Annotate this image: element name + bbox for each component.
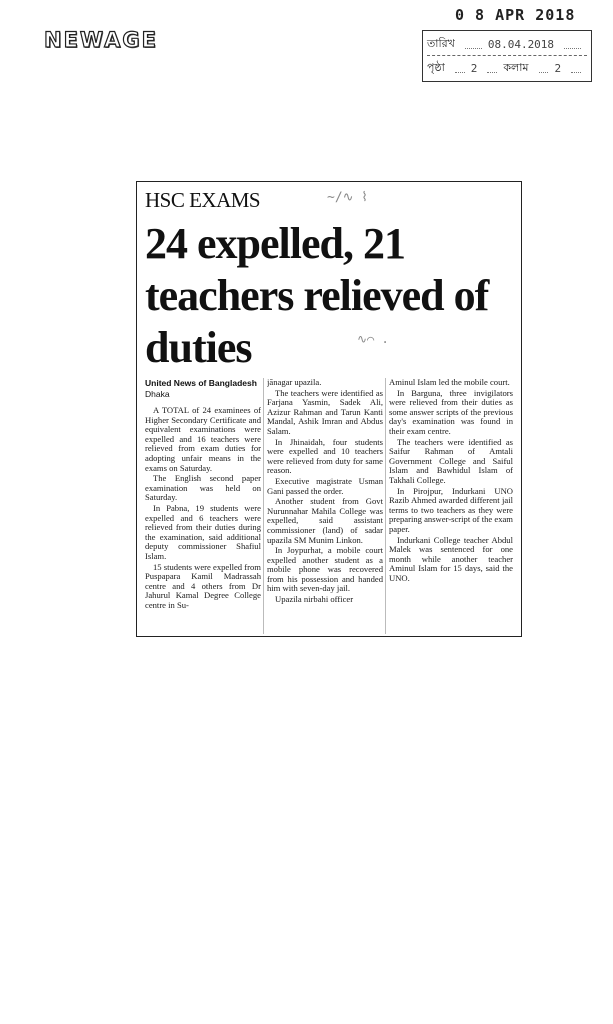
stamp-dotted-line	[465, 39, 482, 49]
article-byline: United News of Bangladesh	[145, 378, 257, 388]
stamp-dotted-line	[564, 39, 581, 49]
paragraph: In Pabna, 19 students were expelled and 6 teachers were relieved from their duties during the examination, said additional deputy commissioner Shafiul Islam.	[145, 502, 261, 561]
paragraph: Upazila nirbahi officer	[275, 594, 354, 605]
stamp-date-value: 08.04.2018	[487, 37, 555, 51]
stamp-date-label: তারিখ	[427, 36, 455, 50]
stamp-dotted-line	[487, 63, 497, 73]
stamp-row-page	[427, 57, 587, 79]
article-headline: 24 expelled, 21 teachers relieved of duties	[145, 219, 489, 372]
section-label: HSC EXAMS	[145, 188, 261, 212]
stamp-page-label: পৃষ্ঠা	[427, 60, 445, 74]
article-column-3	[389, 378, 513, 634]
paragraph: The English second paper examination was held on Saturday.	[145, 473, 261, 503]
newspaper-masthead: NEWAGE	[44, 28, 158, 52]
stamp-column-value: 2	[554, 61, 562, 75]
paragraph: 15 students were expelled from Puspapara Kamil Madrassah centre and 4 others from Dr Jahurul Kamal Degree College centre in Su-	[145, 561, 261, 610]
newspaper-clipping	[136, 181, 522, 637]
article-column-1	[145, 406, 261, 634]
pen-scribble-icon: ~∕∿ ⌇	[327, 190, 368, 205]
stamp-dotted-line	[539, 63, 549, 73]
stamp-dotted-line	[455, 63, 465, 73]
stamp-dotted-line	[571, 63, 581, 73]
paragraph: The teachers were identified as Farjana Yasmin, Sadek Ali, Azizur Rahman and Tarun Kanti Mandal, Ashik Imran and Abdus Salam.	[267, 387, 383, 436]
paragraph: In Pirojpur, Indurkani UNO Razib Ahmed awarded different jail terms to two teachers as they were preparing answer-script of the exam paper.	[389, 485, 513, 534]
pen-scribble-icon: ∿⌒ .	[357, 332, 389, 346]
paragraph: The teachers were identified as Saifur Rahman of Amtali Government College and Saiful Islam and Bawhidul Islam of Takhali College.	[389, 436, 513, 485]
paragraph: In Joypurhat, a mobile court expelled another student as a mobile phone was recovered from his possession and handed him with seven-day jail.	[267, 545, 383, 594]
paragraph: Another student from Govt Nurunnahar Mahila College was expelled, said assistant commissioner (land) of sadar upazila SM Munim Linkon.	[267, 496, 383, 545]
stamp-page-value: 2	[470, 61, 478, 75]
paragraph: Executive magistrate Usman Gani passed the order.	[267, 475, 383, 496]
paragraph: A TOTAL of 24 examinees of Higher Secondary Certificate and equivalent examinations were expelled and 16 teachers were relieved from exam duties for adopting unfair means in the exams on Saturday.	[145, 406, 261, 473]
article-column-2	[267, 378, 383, 634]
paragraph: Indurkani College teacher Abdul Malek was sentenced for one month while another teacher Aminul Islam for 15 days, said the UNO.	[389, 534, 513, 583]
paragraph: jānagar upazila.	[267, 378, 322, 387]
article-dateline: Dhaka	[145, 389, 170, 399]
paragraph: Aminul Islam led the mobile court.	[389, 378, 510, 387]
paragraph: In Jhinaidah, four students were expelled and 10 teachers were relieved from duty for same reason.	[267, 436, 383, 476]
column-divider	[263, 378, 264, 634]
stamp-column-label: কলাম	[503, 60, 529, 74]
stamp-row-date	[427, 33, 587, 56]
paragraph: In Barguna, three invigilators were relieved from their duties as some answer scripts of the previous day's examination was found in their exam centre.	[389, 387, 513, 436]
column-divider	[385, 378, 386, 634]
archive-stamp-box	[422, 30, 592, 82]
date-stamp: 0 8 APR 2018	[455, 6, 576, 24]
